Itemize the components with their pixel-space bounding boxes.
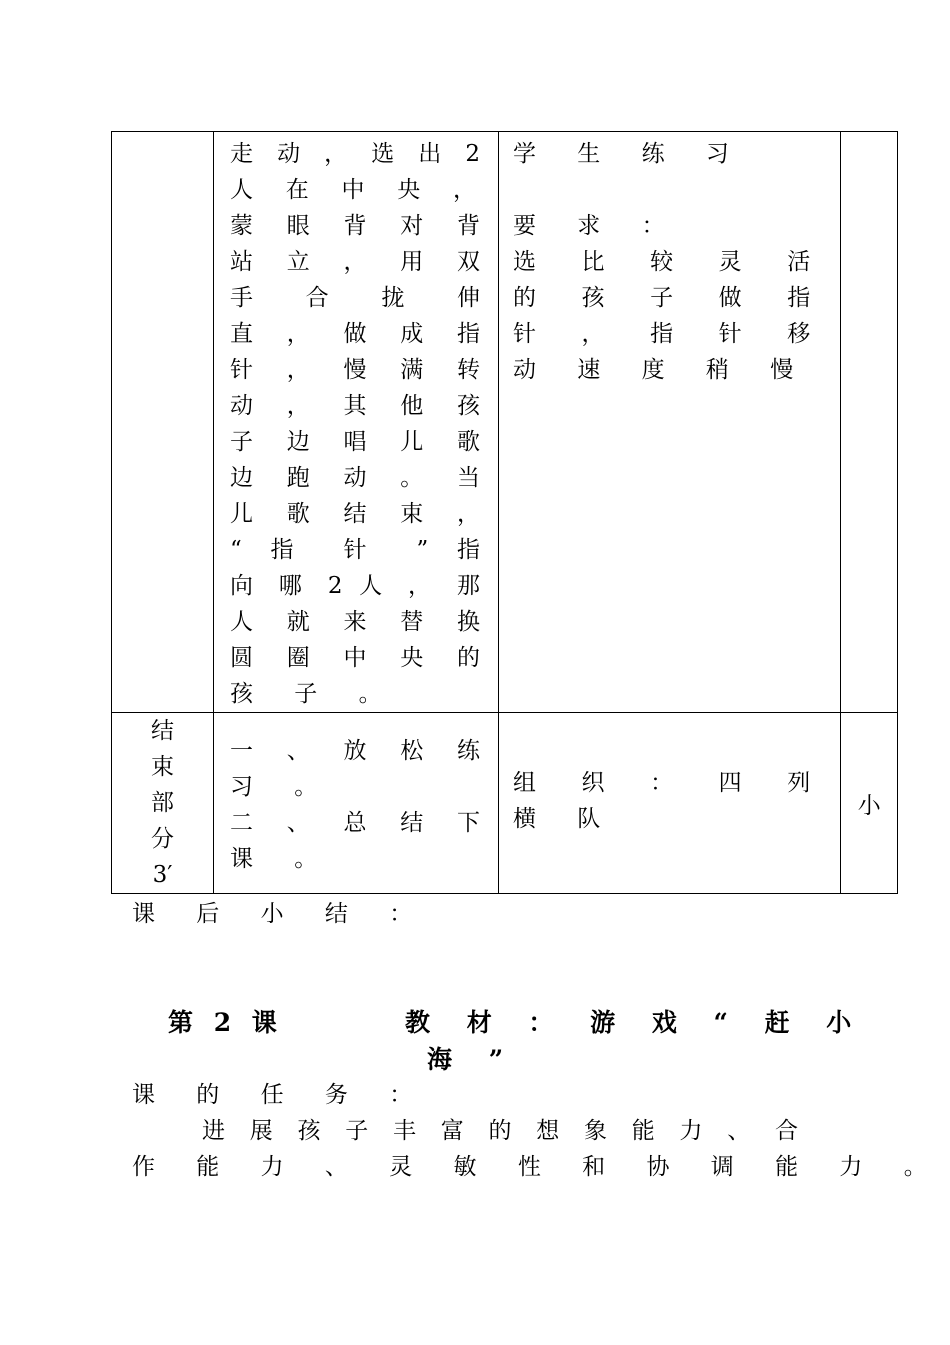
task-label: 课 的 任 务 ： — [132, 1082, 430, 1108]
content-line: 走 动 ， 选 出 2 — [230, 141, 480, 167]
content-line: 课 。 — [230, 846, 335, 872]
task-text-line: 作 能 力 、 灵 敏 性 和 协 调 能 力 。 — [132, 1154, 944, 1180]
content-cell — [214, 132, 499, 713]
content-line: 孩 子 。 — [230, 681, 399, 707]
table-row — [112, 132, 898, 713]
notes-cell — [841, 132, 898, 713]
method-line: 要 求 ： — [513, 213, 682, 239]
content-line: 针 ， 慢 满 转 — [230, 357, 480, 383]
content-line: 人 就 来 替 换 — [230, 609, 480, 635]
content-line: 直 ， 做 成 指 — [230, 321, 480, 347]
section-label-char: 结 — [151, 718, 174, 744]
method-line: 动 速 度 稍 慢 — [513, 357, 811, 383]
method-line: 选 比 较 灵 活 — [513, 249, 811, 275]
section-label-char: 分 — [151, 826, 174, 852]
notes-cell: 小 — [841, 713, 898, 894]
lesson-material: 教 材 ： 游 戏 “ 赶 小 — [405, 1008, 866, 1037]
content-line: 人 在 中 央 ， — [230, 177, 476, 203]
section-label-char: 部 — [151, 790, 174, 816]
content-line: 向 哪 2 人 ， 那 — [230, 573, 480, 599]
content-line: 圆 圈 中 央 的 — [230, 645, 480, 671]
method-line: 针 ， 指 针 移 — [513, 321, 811, 347]
content-line: 儿 歌 结 束 ， — [230, 501, 480, 527]
lesson-table — [111, 131, 898, 894]
content-line: 子 边 唱 儿 歌 — [230, 429, 480, 455]
method-line: 横 队 — [513, 806, 618, 832]
content-line: 习 。 — [230, 774, 335, 800]
section-duration: 3′ — [152, 862, 173, 888]
content-line: 一 、 放 松 练 — [230, 738, 480, 764]
content-cell — [214, 713, 499, 894]
method-line — [499, 172, 840, 208]
content-line: “ 指 针 ” 指 — [230, 537, 480, 563]
method-cell — [499, 713, 841, 894]
lesson-number: 第 2 课 — [168, 1008, 283, 1037]
method-line: 学 生 练 习 — [513, 141, 746, 167]
method-line: 的 孩 子 做 指 — [513, 285, 811, 311]
after-class-summary-label: 课 后 小 结 ： — [132, 901, 430, 927]
content-line: 站 立 ， 用 双 — [230, 249, 480, 275]
content-line: 二 、 总 结 下 — [230, 810, 480, 836]
table-row — [112, 713, 898, 894]
section-label-char: 束 — [151, 754, 174, 780]
section-cell — [112, 132, 214, 713]
content-line: 边 跑 动 。 当 — [230, 465, 480, 491]
method-line: 组 织 ： 四 列 — [513, 770, 811, 796]
lesson-material-continued: 海 ” — [427, 1045, 518, 1074]
method-cell — [499, 132, 841, 713]
content-line: 手 合 拢 伸 — [230, 285, 480, 311]
task-text-line: 进 展 孩 子 丰 富 的 想 象 能 力 、 合 — [202, 1118, 798, 1144]
content-line: 动 ， 其 他 孩 — [230, 393, 480, 419]
section-cell — [112, 713, 214, 894]
content-line: 蒙 眼 背 对 背 — [230, 213, 480, 239]
